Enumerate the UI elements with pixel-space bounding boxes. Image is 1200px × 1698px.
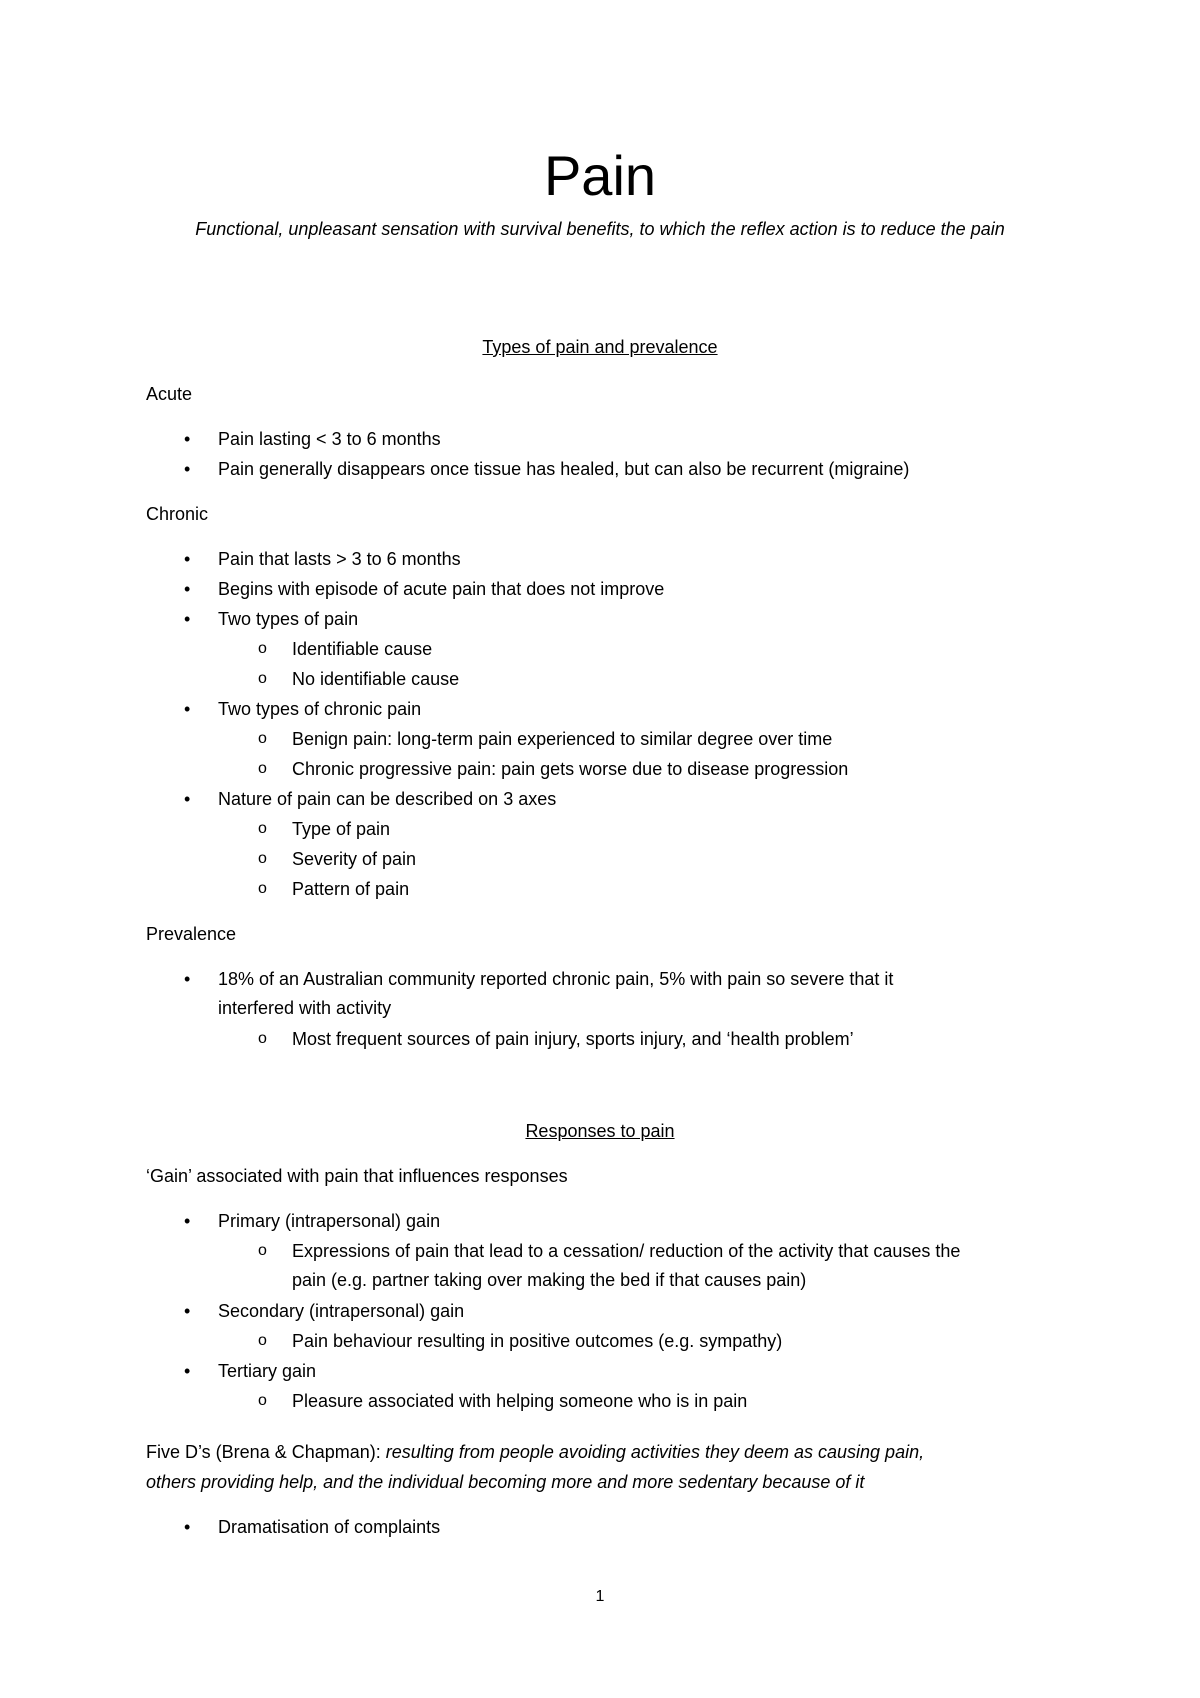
sub-bullet: o bbox=[258, 820, 267, 837]
bullet: • bbox=[184, 1211, 191, 1231]
prevalence-label: Prevalence bbox=[146, 924, 237, 944]
bullet: • bbox=[184, 429, 191, 449]
list-item-line: interfered with activity bbox=[218, 998, 392, 1018]
page-title: Pain bbox=[543, 144, 657, 207]
bullet: • bbox=[184, 1301, 191, 1321]
list-item: Secondary (intrapersonal) gain bbox=[218, 1301, 465, 1321]
page-number: 1 bbox=[595, 1588, 605, 1605]
list-item: Pain generally disappears once tissue has healed, but can also be recurrent (migraine) bbox=[218, 459, 910, 479]
list-item: Pain lasting < 3 to 6 months bbox=[218, 429, 441, 449]
bullet: • bbox=[184, 969, 191, 989]
five-ds-description-line2: others providing help, and the individual becoming more and more sedentary because of it bbox=[146, 1472, 865, 1492]
sub-bullet: o bbox=[258, 850, 267, 867]
gain-intro: ‘Gain’ associated with pain that influences responses bbox=[146, 1166, 568, 1186]
bullet: • bbox=[184, 789, 191, 809]
bullet: • bbox=[184, 609, 191, 629]
sub-list-item-line: pain (e.g. partner taking over making the bed if that causes pain) bbox=[292, 1270, 807, 1290]
five-ds-paragraph bbox=[146, 1439, 924, 1465]
list-item: Nature of pain can be described on 3 axes bbox=[218, 789, 557, 809]
sub-list-item: Most frequent sources of pain injury, sports injury, and ‘health problem’ bbox=[292, 1029, 854, 1049]
sub-list-item: Severity of pain bbox=[292, 849, 417, 869]
list-item: Begins with episode of acute pain that does not improve bbox=[218, 579, 665, 599]
sub-list-item: Pleasure associated with helping someone who is in pain bbox=[292, 1391, 748, 1411]
list-item: Two types of chronic pain bbox=[218, 699, 422, 719]
list-item-line: 18% of an Australian community reported chronic pain, 5% with pain so severe that it bbox=[218, 969, 894, 989]
sub-list-item: Pain behaviour resulting in positive outcomes (e.g. sympathy) bbox=[292, 1331, 783, 1351]
list-item: Dramatisation of complaints bbox=[218, 1517, 441, 1537]
sub-bullet: o bbox=[258, 1392, 267, 1409]
sub-list-item: Type of pain bbox=[292, 819, 391, 839]
list-item: Primary (intrapersonal) gain bbox=[218, 1211, 441, 1231]
sub-bullet: o bbox=[258, 880, 267, 897]
sub-bullet: o bbox=[258, 760, 267, 777]
bullet: • bbox=[184, 579, 191, 599]
bullet: • bbox=[184, 549, 191, 569]
sub-list-item-line: Expressions of pain that lead to a cessation/ reduction of the activity that causes the bbox=[292, 1241, 961, 1261]
bullet: • bbox=[184, 1517, 191, 1537]
five-ds-label: Five D’s (Brena & Chapman): bbox=[146, 1442, 381, 1462]
list-item: Two types of pain bbox=[218, 609, 359, 629]
sub-list-item: Benign pain: long-term pain experienced to similar degree over time bbox=[292, 729, 833, 749]
sub-bullet: o bbox=[258, 730, 267, 747]
five-ds-description: resulting from people avoiding activities they deem as causing pain, bbox=[385, 1442, 925, 1462]
sub-list-item: Pattern of pain bbox=[292, 879, 410, 899]
page-subtitle: Functional, unpleasant sensation with survival benefits, to which the reflex action is to reduce the pain bbox=[195, 219, 1005, 239]
chronic-label: Chronic bbox=[146, 504, 209, 524]
sub-list-item: Identifiable cause bbox=[292, 639, 433, 659]
bullet: • bbox=[184, 459, 191, 479]
bullet: • bbox=[184, 1361, 191, 1381]
sub-bullet: o bbox=[258, 1242, 267, 1259]
section-heading-types: Types of pain and prevalence bbox=[482, 337, 718, 357]
sub-list-item: No identifiable cause bbox=[292, 669, 460, 689]
sub-bullet: o bbox=[258, 670, 267, 687]
bullet: • bbox=[184, 699, 191, 719]
list-item: Tertiary gain bbox=[218, 1361, 317, 1381]
sub-bullet: o bbox=[258, 1030, 267, 1047]
list-item: Pain that lasts > 3 to 6 months bbox=[218, 549, 461, 569]
sub-bullet: o bbox=[258, 1332, 267, 1349]
section-heading-responses: Responses to pain bbox=[525, 1121, 675, 1141]
sub-list-item: Chronic progressive pain: pain gets worse due to disease progression bbox=[292, 759, 849, 779]
acute-label: Acute bbox=[146, 384, 193, 404]
sub-bullet: o bbox=[258, 640, 267, 657]
